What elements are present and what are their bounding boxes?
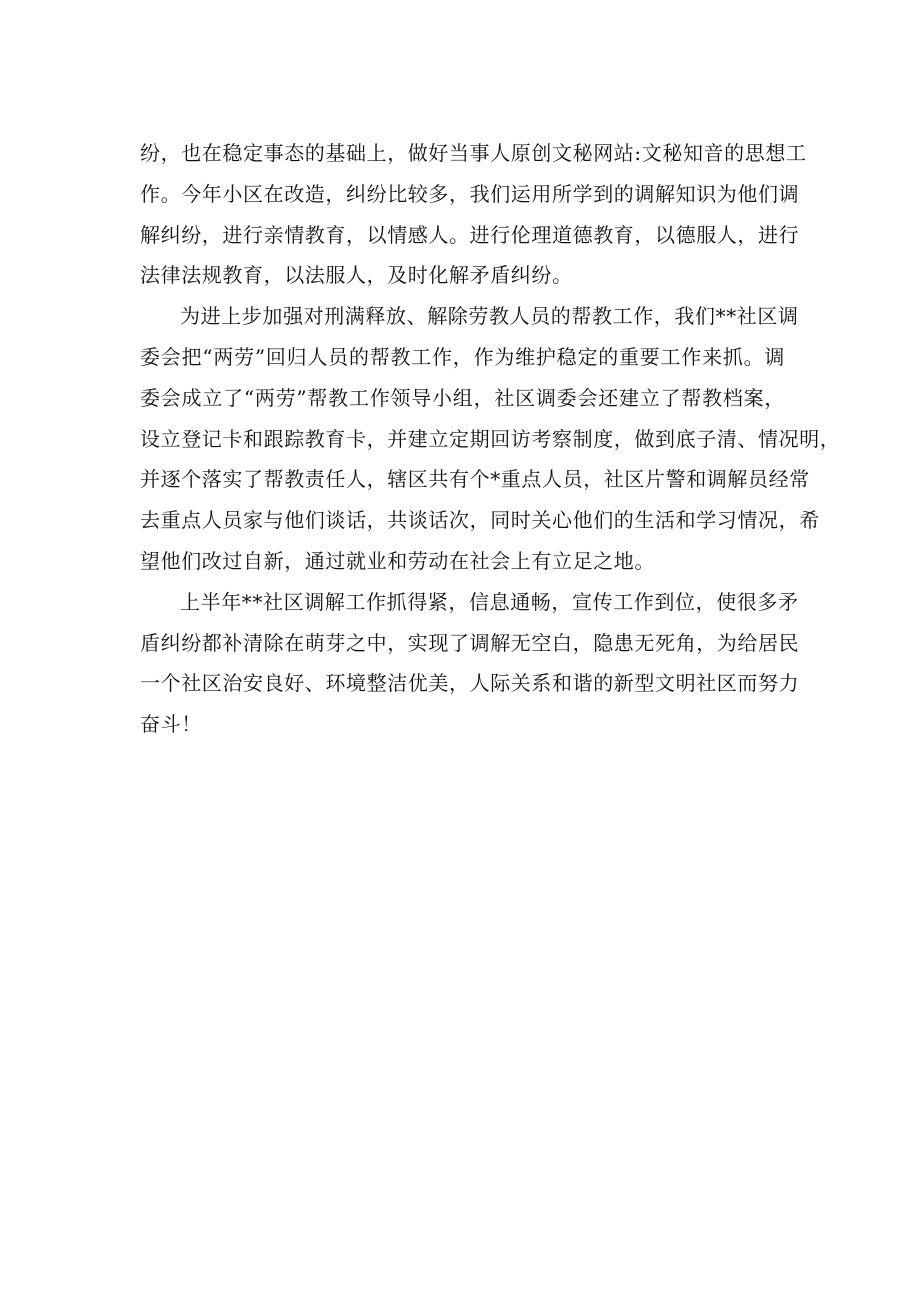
text-line: 上半年**社区调解工作抓得紧，信息通畅，宣传工作到位，使很多矛	[180, 589, 799, 614]
paragraph-1	[140, 133, 807, 296]
text-line: 委会成立了“两劳”帮教工作领导小组，社区调委会还建立了帮教档案，	[140, 385, 785, 410]
text-line: 设立登记卡和跟踪教育卡，并建立定期回访考察制度，做到底子清、情况明，	[140, 426, 841, 451]
paragraph-3	[140, 582, 800, 745]
document-body	[140, 133, 841, 745]
paragraph-2	[140, 296, 841, 582]
text-line: 盾纠纷都补清除在萌芽之中，实现了调解无空白，隐患无死角，为给居民	[140, 630, 800, 655]
text-line: 一个社区治安良好、环境整洁优美，人际关系和谐的新型文明社区而努力	[140, 671, 800, 696]
text-line: 法律法规教育，以法服人，及时化解矛盾纠纷。	[140, 263, 573, 288]
text-line: 并逐个落实了帮教责任人，辖区共有个*重点人员，社区片警和调解员经常	[140, 467, 810, 492]
text-line: 去重点人员家与他们谈话，共谈话次，同时关心他们的生活和学习情况，希	[140, 508, 820, 533]
text-line: 望他们改过自新，通过就业和劳动在社会上有立足之地。	[140, 548, 655, 573]
text-line: 奋斗！	[140, 712, 202, 737]
text-line: 为进上步加强对刑满释放、解除劳教人员的帮教工作，我们**社区调	[180, 304, 799, 329]
text-line: 解纠纷，进行亲情教育，以情感人。进行伦理道德教育，以德服人，进行	[140, 222, 800, 247]
text-line: 委会把“两劳”回归人员的帮教工作，作为维护稳定的重要工作来抓。调	[140, 344, 785, 369]
text-line: 纷，也在稳定事态的基础上，做好当事人原创文秘网站:文秘知音的思想工	[140, 141, 807, 165]
text-line: 作。今年小区在改造，纠纷比较多，我们运用所学到的调解知识为他们调	[140, 181, 800, 206]
